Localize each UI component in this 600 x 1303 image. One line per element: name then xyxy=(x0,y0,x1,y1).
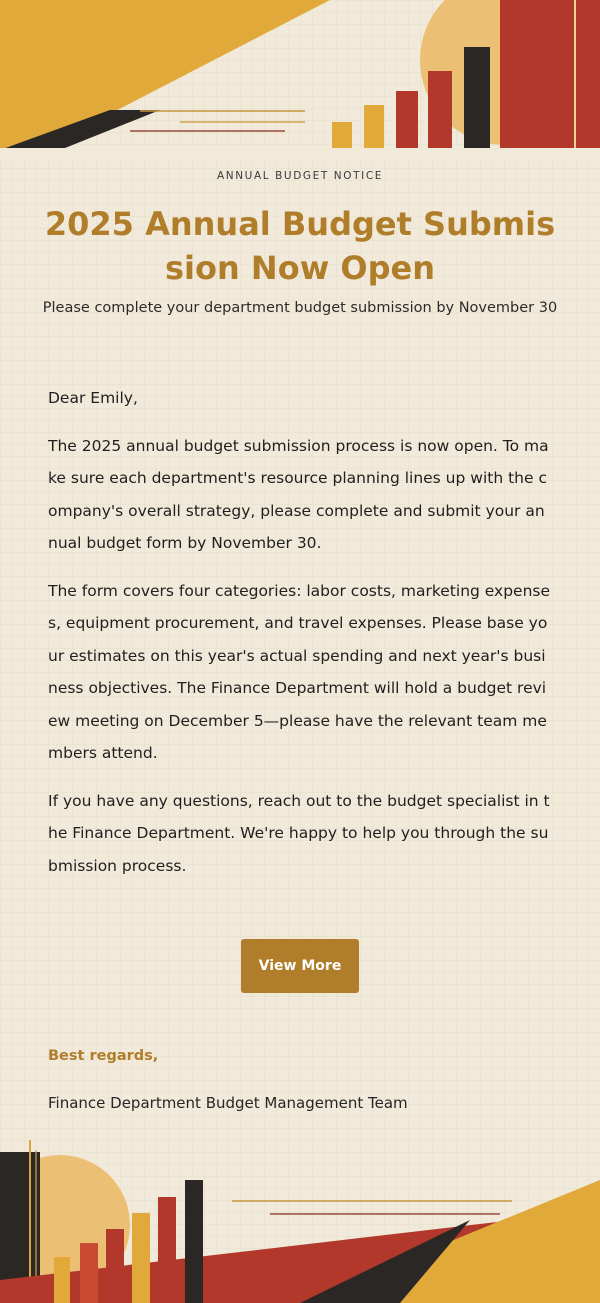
body-paragraph: The form covers four categories: labor costs, marketing expenses, equipment procurement, and travel expenses. Please base your estimates on this year's actual spending and next year's business objectives. The Finance Department will hold a budget review meeting on December 5—please have the relevant team members attend. xyxy=(48,581,551,762)
page-title: 2025 Annual Budget Submission Now Open xyxy=(44,205,556,287)
body-paragraph: If you have any questions, reach out to the budget specialist in the Finance Department. We're happy to help you through the submission process. xyxy=(48,791,550,875)
page-subtitle: Please complete your department budget submission by November 30 xyxy=(42,300,558,316)
closing-line: Best regards, xyxy=(48,1048,159,1064)
greeting: Dear Emily, xyxy=(48,389,138,407)
view-more-button[interactable]: View More xyxy=(241,939,359,993)
footer-decorative-banner xyxy=(0,1140,600,1303)
email-body xyxy=(48,382,552,897)
notice-eyebrow: ANNUAL BUDGET NOTICE xyxy=(216,170,384,182)
body-paragraph: The 2025 annual budget submission process is now open. To make sure each department's resource planning lines up with the company's overall strategy, please complete and submit your annual budget form by November 30. xyxy=(48,436,549,552)
signature: Finance Department Budget Management Team xyxy=(48,1094,408,1112)
header-decorative-banner xyxy=(0,0,600,160)
